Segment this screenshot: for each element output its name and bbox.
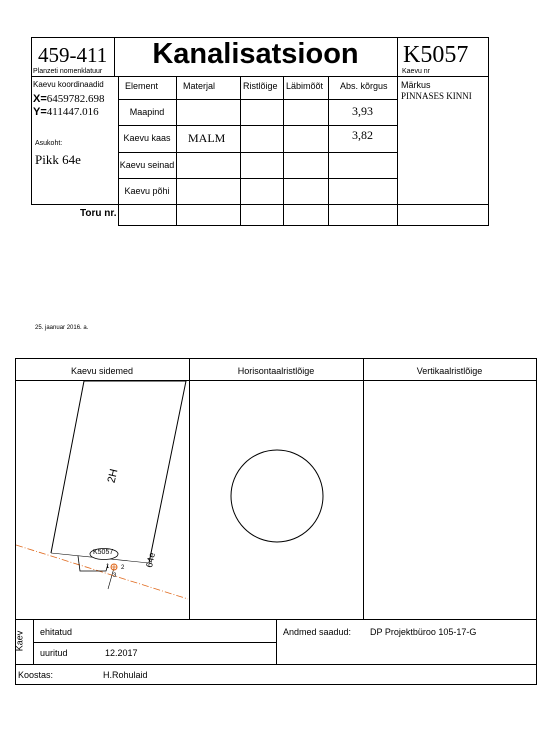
coord-x-label: X=: [33, 93, 47, 105]
well-id-label: Kaevu nr: [402, 68, 431, 75]
author-value: H.Rohulaid: [103, 670, 148, 680]
row-element: Kaevu seinad: [119, 160, 175, 170]
author-label: Koostas:: [18, 670, 54, 680]
building-label: 2H: [105, 467, 121, 485]
street-label: 64e: [144, 551, 157, 569]
well-id: K5057: [403, 42, 469, 68]
location-label: Asukoht:: [35, 140, 63, 147]
num-1: 1: [106, 564, 110, 570]
col1-title: Kaevu sidemed: [70, 366, 134, 376]
location-value: Pikk 64e: [35, 152, 81, 167]
horizontal-section: [229, 448, 325, 544]
coords-label: Kaevu koordinaadid: [33, 80, 104, 89]
pipe-label: Toru nr.: [80, 208, 117, 219]
footer-row2-label: uuritud: [40, 648, 68, 658]
sheet-code-label: Planzeti nomenklatuur: [33, 68, 103, 75]
row-materjal: MALM: [188, 131, 226, 145]
row-element: Kaevu kaas: [123, 133, 171, 143]
remarks-label: Märkus: [401, 80, 431, 90]
footer-row2-value: 12.2017: [105, 648, 138, 658]
page-title: Kanalisatsioon: [152, 38, 359, 70]
row-korgus: 3,93: [352, 104, 373, 118]
coord-y: [33, 106, 99, 118]
data-source-label: Andmed saadud:: [283, 627, 352, 637]
row-element: Kaevu põhi: [124, 186, 170, 196]
col-header-labimoot: Läbimõõt: [286, 81, 324, 91]
footer-row1-label: ehitatud: [40, 627, 73, 637]
sheet-code: 459-411: [38, 43, 108, 67]
site-sketch: [16, 381, 189, 619]
num-2: 2: [121, 565, 125, 571]
well-tag: K5057: [93, 549, 114, 556]
coord-x: [33, 93, 105, 105]
col-header-korgus: Abs. kõrgus: [340, 81, 388, 91]
coord-y-label: Y=: [33, 106, 47, 118]
data-source-value: DP Projektbüroo 105-17-G: [370, 627, 477, 637]
col3-title: Vertikaalristlõige: [416, 366, 483, 376]
coord-x-value: 6459782.698: [46, 93, 105, 105]
col-header-ristloige: Ristlõige: [243, 81, 278, 91]
row-element: Maapind: [129, 107, 165, 117]
footer-side-label: Kaev: [14, 630, 25, 652]
coord-y-value: 411447.016: [46, 106, 99, 118]
remarks-value: PINNASES KINNI: [401, 91, 472, 101]
num-3: 3: [113, 573, 117, 579]
document-date: 25. jaanuar 2016. a.: [35, 325, 89, 331]
row-korgus: 3,82: [352, 128, 373, 142]
col2-title: Horisontaalristlõige: [237, 366, 315, 376]
well-circle: [231, 450, 323, 542]
col-header-materjal: Materjal: [183, 81, 216, 91]
col-header-element: Element: [125, 81, 159, 91]
